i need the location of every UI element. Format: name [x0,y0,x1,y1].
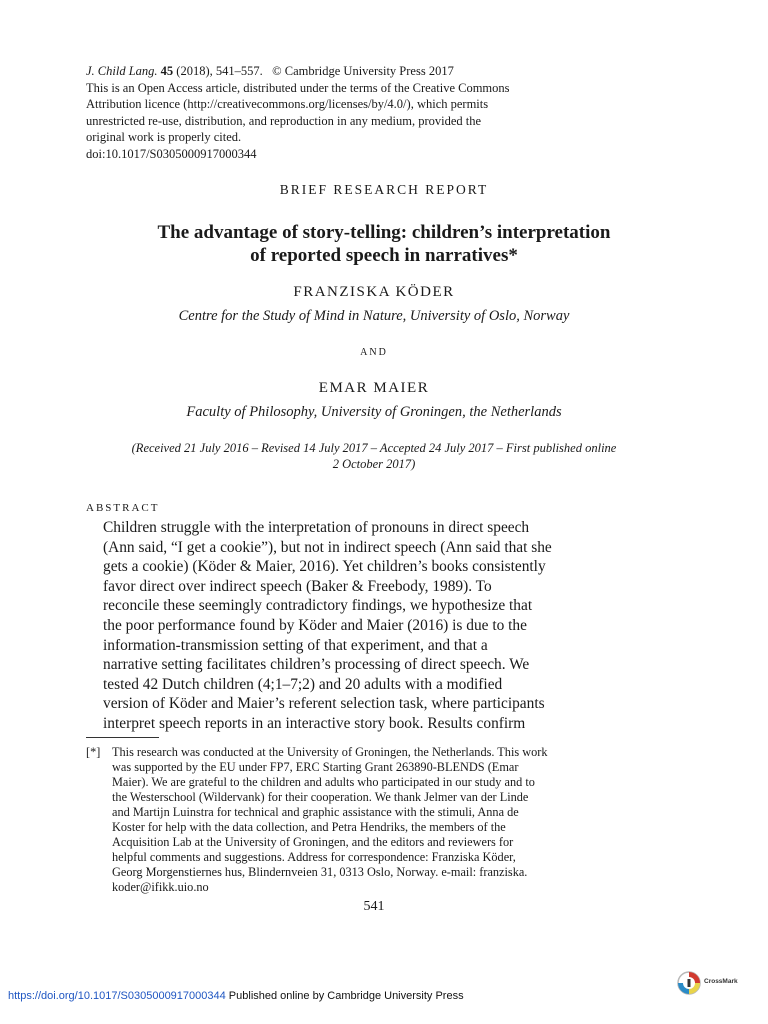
crossmark-button[interactable] [677,971,741,997]
history-dates [70,440,678,472]
title-line: of reported speech in narratives* [250,245,518,266]
license-line: original work is properly cited. [86,130,242,144]
footnote-line: and Martijn Luinstra for technical and graphic assistance with the stimuli, Anna de [112,805,519,819]
abstract-line: Children struggle with the interpretation of pronouns in direct speech [103,519,530,536]
license-line: unrestricted re-use, distribution, and reproduction in any medium, provided the [86,113,482,128]
abstract-line: favor direct over indirect speech (Baker & Freebody, 1989). To [103,577,492,595]
abstract-line: reconcile these seemingly contradictory findings, we hypothesize that [103,597,533,615]
abstract-line: version of Köder and Maier’s referent selection task, where participants [103,695,545,713]
article-type: BRIEF RESEARCH REPORT [279,182,489,197]
publisher-bar [8,990,464,1002]
license-line: Attribution licence (http://creativecommons.org/licenses/by/4.0/), which permits [86,97,489,111]
footnote-line: helpful comments and suggestions. Address for correspondence: Franziska Köder, [112,850,516,864]
journal-header [86,63,686,162]
footnote [86,745,662,895]
author-name: EMAR MAIER [318,380,430,396]
footnote-line: Acquisition Lab at the University of Groningen, and the editors and reviewers for [112,835,514,849]
citation-line [86,63,686,80]
abstract-line: narrative setting facilitates children’s processing of direct speech. We [103,656,530,674]
license-line: This is an Open Access article, distributed under the terms of the Creative Commons [86,80,510,95]
crossmark-label: CrossMark [704,978,738,985]
abstract-body [103,518,644,734]
footnote-line: the Westerschool (Wildervank) for their cooperation. We thank Jelmer van der Linde [112,790,529,804]
and-separator: AND [360,347,388,358]
dates-line: (Received 21 July 2016 – Revised 14 July 2017 – Accepted 24 July 2017 – First published online [131,441,617,455]
doi-line: doi:10.1017/S0305000917000344 [86,146,257,161]
footnote-mark: [*] [86,745,101,759]
abstract-line: information-transmission setting of that experiment, and that a [103,636,488,654]
doi-link[interactable]: https://doi.org/10.1017/S0305000917000344 [8,990,226,1002]
abstract-line: gets a cookie) (Köder & Maier, 2016). Yet children’s books consistently [103,558,546,576]
abstract-line: tested 42 Dutch children (4;1–7;2) and 20 adults with a modified [103,675,503,693]
article-title [60,221,708,267]
published-online-text: Published online by Cambridge University Press [225,990,464,1002]
author-name: FRANZISKA KÖDER [293,284,455,300]
footnote-line: was supported by the EU under FP7, ERC Starting Grant 263890-BLENDS (Emar [112,760,519,774]
abstract-line: the poor performance found by Köder and Maier (2016) is due to the [103,616,527,634]
year-pages: (2018), 541–557. [173,64,263,78]
copyright: © Cambridge University Press 2017 [262,64,454,78]
footnote-rule [86,737,159,738]
footnote-line: Koster for help with the data collection, and Petra Hendriks, the members of the [112,820,506,834]
journal-abbrev: J. Child Lang. [86,64,158,78]
page-number: 541 [363,899,385,914]
volume: 45 [160,64,174,78]
author-affiliation: Faculty of Philosophy, University of Groningen, the Netherlands [186,404,562,420]
abstract-heading: ABSTRACT [86,502,160,514]
footnote-line: This research was conducted at the University of Groningen, the Netherlands. This work [112,745,548,759]
author-affiliation: Centre for the Study of Mind in Nature, University of Oslo, Norway [178,308,570,324]
footnote-line: Georg Morgenstiernes hus, Blindernveien 31, 0313 Oslo, Norway. e-mail: franziska. [112,865,528,879]
crossmark-icon [677,971,701,995]
abstract-line: (Ann said, “I get a cookie”), but not in indirect speech (Ann said that she [103,538,552,556]
footnote-line: Maier). We are grateful to the children and adults who participated in our study and to [112,775,535,789]
abstract-line: interpret speech reports in an interactive story book. Results confirm [103,714,526,732]
dates-line: 2 October 2017) [332,457,416,471]
title-line: The advantage of story-telling: children’s interpretation [157,222,611,243]
footnote-line: koder@ifikk.uio.no [112,880,209,894]
